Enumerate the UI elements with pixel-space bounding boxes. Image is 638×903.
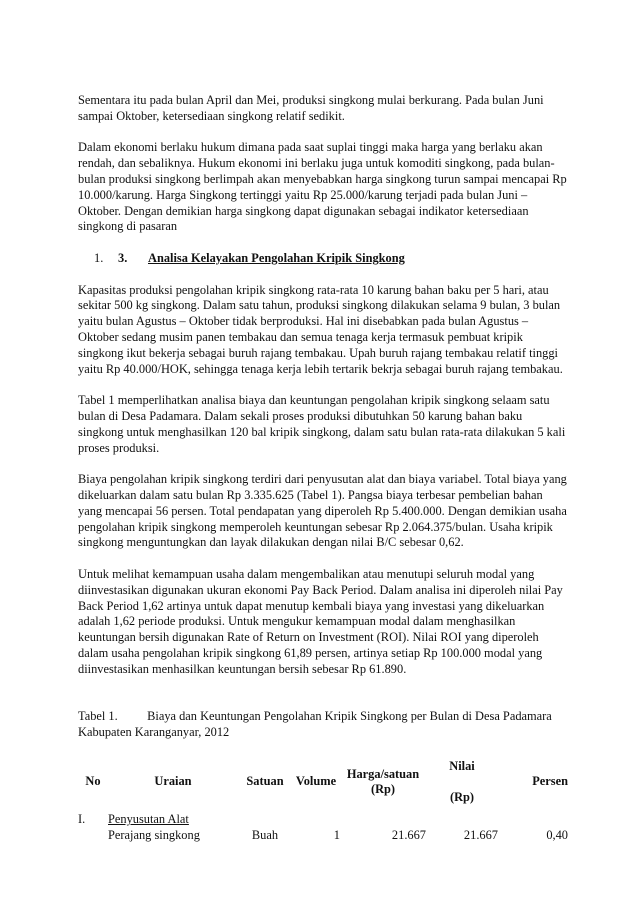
table-caption-text: Biaya dan Keuntungan Pengolahan Kripik Singkong per Bulan di Desa Padamara Kabupaten Karanganyar, 2012 (78, 709, 552, 739)
paragraph-payback: Untuk melihat kemampuan usaha dalam mengembalikan atau menutupi seluruh modal yang diinvestasikan digunakan ukuran ekonomi Pay Back Period. Dalam analisa ini diperoleh nilai Pay Back Period 1,62 artinya untuk dapat menutup kembali biaya yang investasi yang dikeluarkan adalah 1,62 periode produksi. Untuk mengukur kemampuan modal dalam menghasilkan keuntungan bersih digunakan Rate of Return on Investment (ROI). Nilai ROI yang diperoleh dalam usaha pengolahan kripik singkong 61,89 persen, artinya setiap Rp 100.000 modal yang diinvestasikan menhasilkan keuntungan bersih sebesar Rp 61.890. (78, 566, 563, 676)
heading-title: Analisa Kelayakan Pengolahan Kripik Singkong (148, 250, 405, 265)
cell-uraian: Perajang singkong (108, 827, 200, 842)
header-uraian: Uraian (154, 774, 192, 789)
cell-satuan: Buah (251, 827, 279, 842)
table-caption-label: Tabel 1. (78, 709, 118, 724)
header-no: No (85, 774, 101, 789)
paragraph-economics: Dalam ekonomi berlaku hukum dimana pada saat suplai tinggi maka harga yang berlaku akan rendah, dan sebaliknya. Hukum ekonomi ini berlaku juga untuk komoditi singkong, pada bulan-bulan produksi singkong berlimpah akan menyebabkan harga singkong turun sampai mencapai Rp 10.000/karung. Harga Singkong tertinggi yaitu Rp 25.000/karung terjadi pada bulan Juni – Oktober. Dengan demikian harga singkong dapat digunakan sebagai indikator ketersediaan singkong di pasaran (78, 140, 567, 234)
paragraph-table-intro: Tabel 1 memperlihatkan analisa biaya dan keuntungan pengolahan kripik singkong selaam satu bulan di Desa Padamara. Dalam sekali proses produksi dibutuhkan 50 karung bahan baku singkong untuk menghasilkan 120 bal kripik singkong, dalam satu bulan rata-rata dilakukan 5 kali proses produksi. (78, 393, 566, 455)
cell-volume: 1 (333, 827, 340, 842)
paragraph-supply: Sementara itu pada bulan April dan Mei, produksi singkong mulai berkurang. Pada bulan Juni sampai Oktober, ketersediaan singkong relatif sedikit. (78, 93, 544, 123)
paragraph-capacity: Kapasitas produksi pengolahan kripik singkong rata-rata 10 karung bahan baku per 5 hari, atau sekitar 500 kg singkong. Dalam satu tahun, produksi singkong dilakukan selama 9 bulan, 3 bulan yaitu bulan Agustus – Oktober tidak berproduksi. Hal ini disebabkan pada bulan Agustus – Oktober sedang musim panen tembakau dan semua tenaga kerja termasuk pembuat kripik singkong ikut bekerja sebagai buruh rajang tembakau. Upah buruh rajang tembakau relatif tinggi yaitu Rp 40.000/HOK, sehingga tenaga kerja lebih tertarik bekrja sebagai buruh rajang tembakau. (78, 282, 563, 376)
table-header-row (78, 759, 568, 806)
section-number: I. (78, 812, 86, 827)
paragraph-costs: Biaya pengolahan kripik singkong terdiri dari penyusutan alat dan biaya variabel. Total biaya yang dikeluarkan dalam satu bulan Rp 3.335.625 (Tabel 1). Pangsa biaya terbesar pembelian bahan yang mencapai 56 persen. Total pendapatan yang diperoleh Rp 5.400.000. Dengan demikian usaha pengolahan kripik singkong memperoleh keuntungan sebesar Rp 2.064.375/bulan. Usaha kripik singkong menguntungkan dan layak dilakukan dengan nilai B/C sebesar 0,62. (78, 472, 567, 550)
table-section-row (78, 806, 568, 828)
header-harga-label: Harga/satuan (346, 766, 420, 781)
header-harga (340, 759, 426, 806)
header-nilai-label: Nilai (449, 758, 475, 773)
cell-harga: 21.667 (391, 827, 426, 842)
cell-no (78, 828, 108, 844)
heading-list-number: 1. (94, 250, 104, 265)
heading-section-number: 3. (118, 250, 128, 265)
table-row (78, 828, 568, 844)
table-caption (78, 709, 568, 741)
header-harga-unit: (Rp) (370, 782, 396, 797)
header-nilai-unit: (Rp) (449, 790, 475, 805)
document-page (78, 93, 568, 844)
cell-persen: 0,40 (546, 827, 568, 842)
header-persen: Persen (532, 774, 568, 789)
header-satuan: Satuan (246, 774, 284, 789)
cell-nilai: 21.667 (463, 827, 498, 842)
section-label: Penyusutan Alat (108, 812, 189, 827)
header-volume: Volume (295, 774, 337, 789)
header-nilai (426, 759, 498, 806)
section-heading (78, 251, 568, 267)
cost-table (78, 759, 568, 844)
